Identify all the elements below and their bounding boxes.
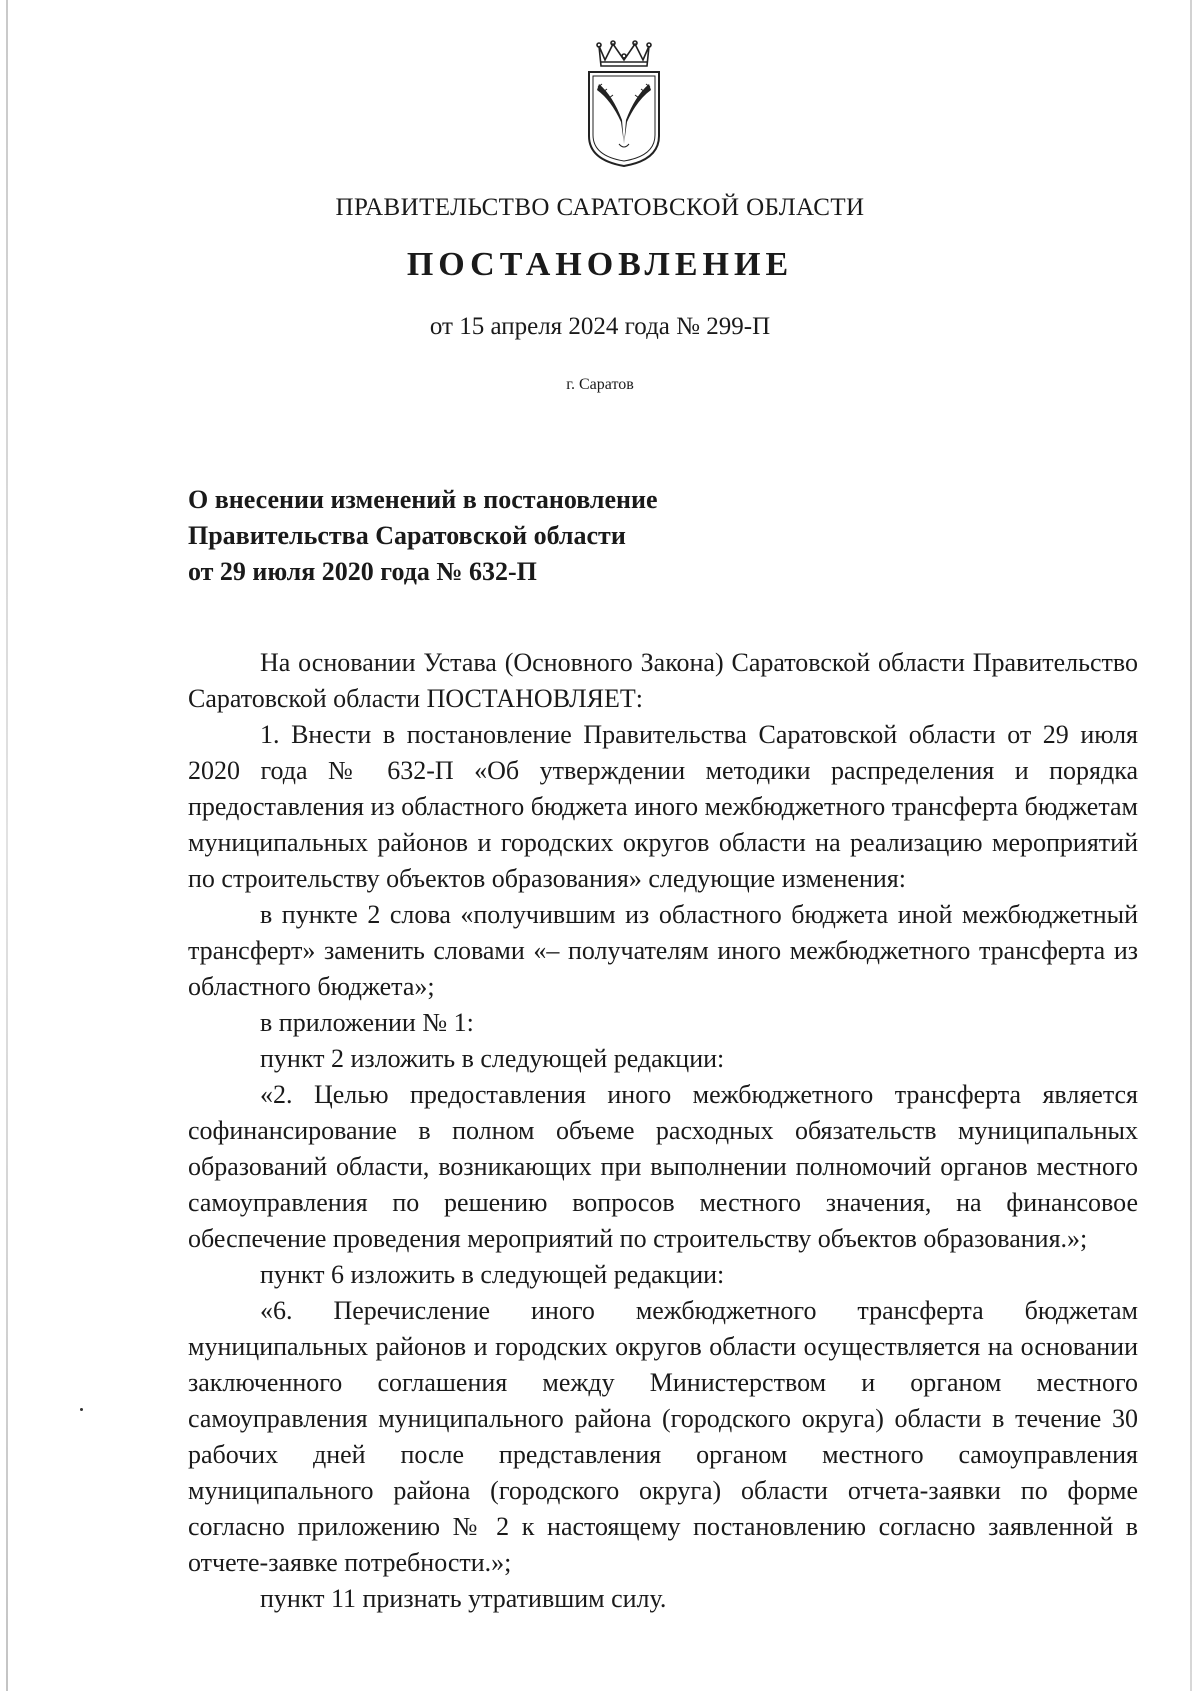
document-type: ПОСТАНОВЛЕНИЕ — [406, 246, 794, 283]
document-date-number: от 15 апреля 2024 года № 299-П — [429, 313, 771, 340]
government-name: ПРАВИТЕЛЬСТВО САРАТОВСКОЙ ОБЛАСТИ — [335, 194, 865, 221]
subject-line: от 29 июля 2020 года № 632-П — [188, 557, 537, 586]
scan-speck — [80, 1408, 83, 1411]
body-paragraph: «6. Перечисление иного межбюджетного трансферта бюджетам муниципальных районов и городских округов области осуществляется на основании заключенного соглашения между Министерством и органом местного самоуправления муниципального района (городского округа) области в течение 30 рабочих дней после представления органом местного самоуправления муниципального района (городского округа) области отчета-заявки по форме согласно приложению № 2 к настоящему постановлению согласно заявленной в отчете-заявке потребности.»; — [188, 1296, 1138, 1577]
subject-line: О внесении изменений в постановление — [188, 485, 658, 514]
body-paragraph: в пункте 2 слова «получившим из областного бюджета иной межбюджетный трансферт» заменить словами «– получателям иного межбюджетного трансферта из областного бюджета»; — [188, 900, 1138, 1001]
body-paragraph: пункт 2 изложить в следующей редакции: — [260, 1044, 725, 1073]
body-paragraph: 1. Внести в постановление Правительства Саратовской области от 29 июля 2020 года № 632-П «Об утверждении методики распределения и порядка предоставления из областного бюджета иного межбюджетного трансферта бюджетам муниципальных районов и городских округов области на реализацию мероприятий по строительству объектов образования» следующие изменения: — [188, 720, 1138, 893]
body-paragraph: пункт 11 признать утратившим силу. — [260, 1584, 667, 1613]
subject-line: Правительства Саратовской области — [188, 521, 626, 550]
document-body — [188, 645, 1138, 1617]
body-paragraph: «2. Целью предоставления иного межбюджетного трансферта является софинансирование в полном объеме расходных обязательств муниципальных образований области, возникающих при выполнении полномочий органов местного самоуправления по решению вопросов местного значения, на финансовое обеспечение проведения мероприятий по строительству объектов образования.»; — [188, 1080, 1138, 1253]
body-paragraph: в приложении № 1: — [260, 1008, 474, 1037]
coat-of-arms-icon — [583, 40, 665, 170]
document-subject — [188, 482, 888, 590]
body-paragraph: пункт 6 изложить в следующей редакции: — [260, 1260, 725, 1289]
body-paragraph: На основании Устава (Основного Закона) Саратовской области Правительство Саратовской области ПОСТАНОВЛЯЕТ: — [188, 648, 1138, 713]
document-city: г. Саратов — [566, 376, 634, 393]
